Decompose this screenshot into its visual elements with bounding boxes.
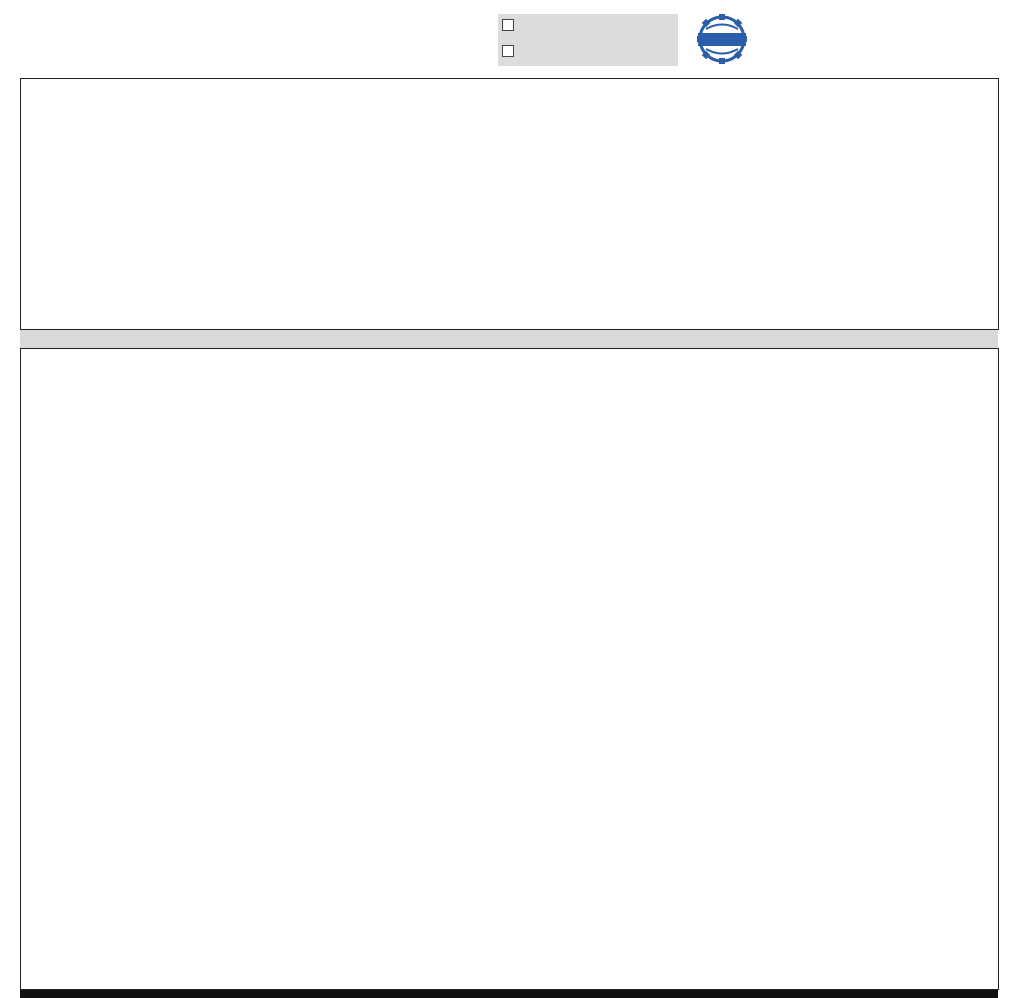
bottom-bar [20, 990, 998, 998]
damage-table [20, 348, 999, 990]
test-option-1[interactable] [502, 19, 519, 31]
vehicle-info-table [20, 78, 999, 330]
test-selector [498, 14, 678, 66]
test-option-2[interactable] [502, 45, 519, 57]
company-logo [694, 14, 750, 64]
section-separator [20, 330, 998, 348]
test-1-checkbox[interactable] [502, 19, 514, 31]
test-2-checkbox[interactable] [502, 45, 514, 57]
